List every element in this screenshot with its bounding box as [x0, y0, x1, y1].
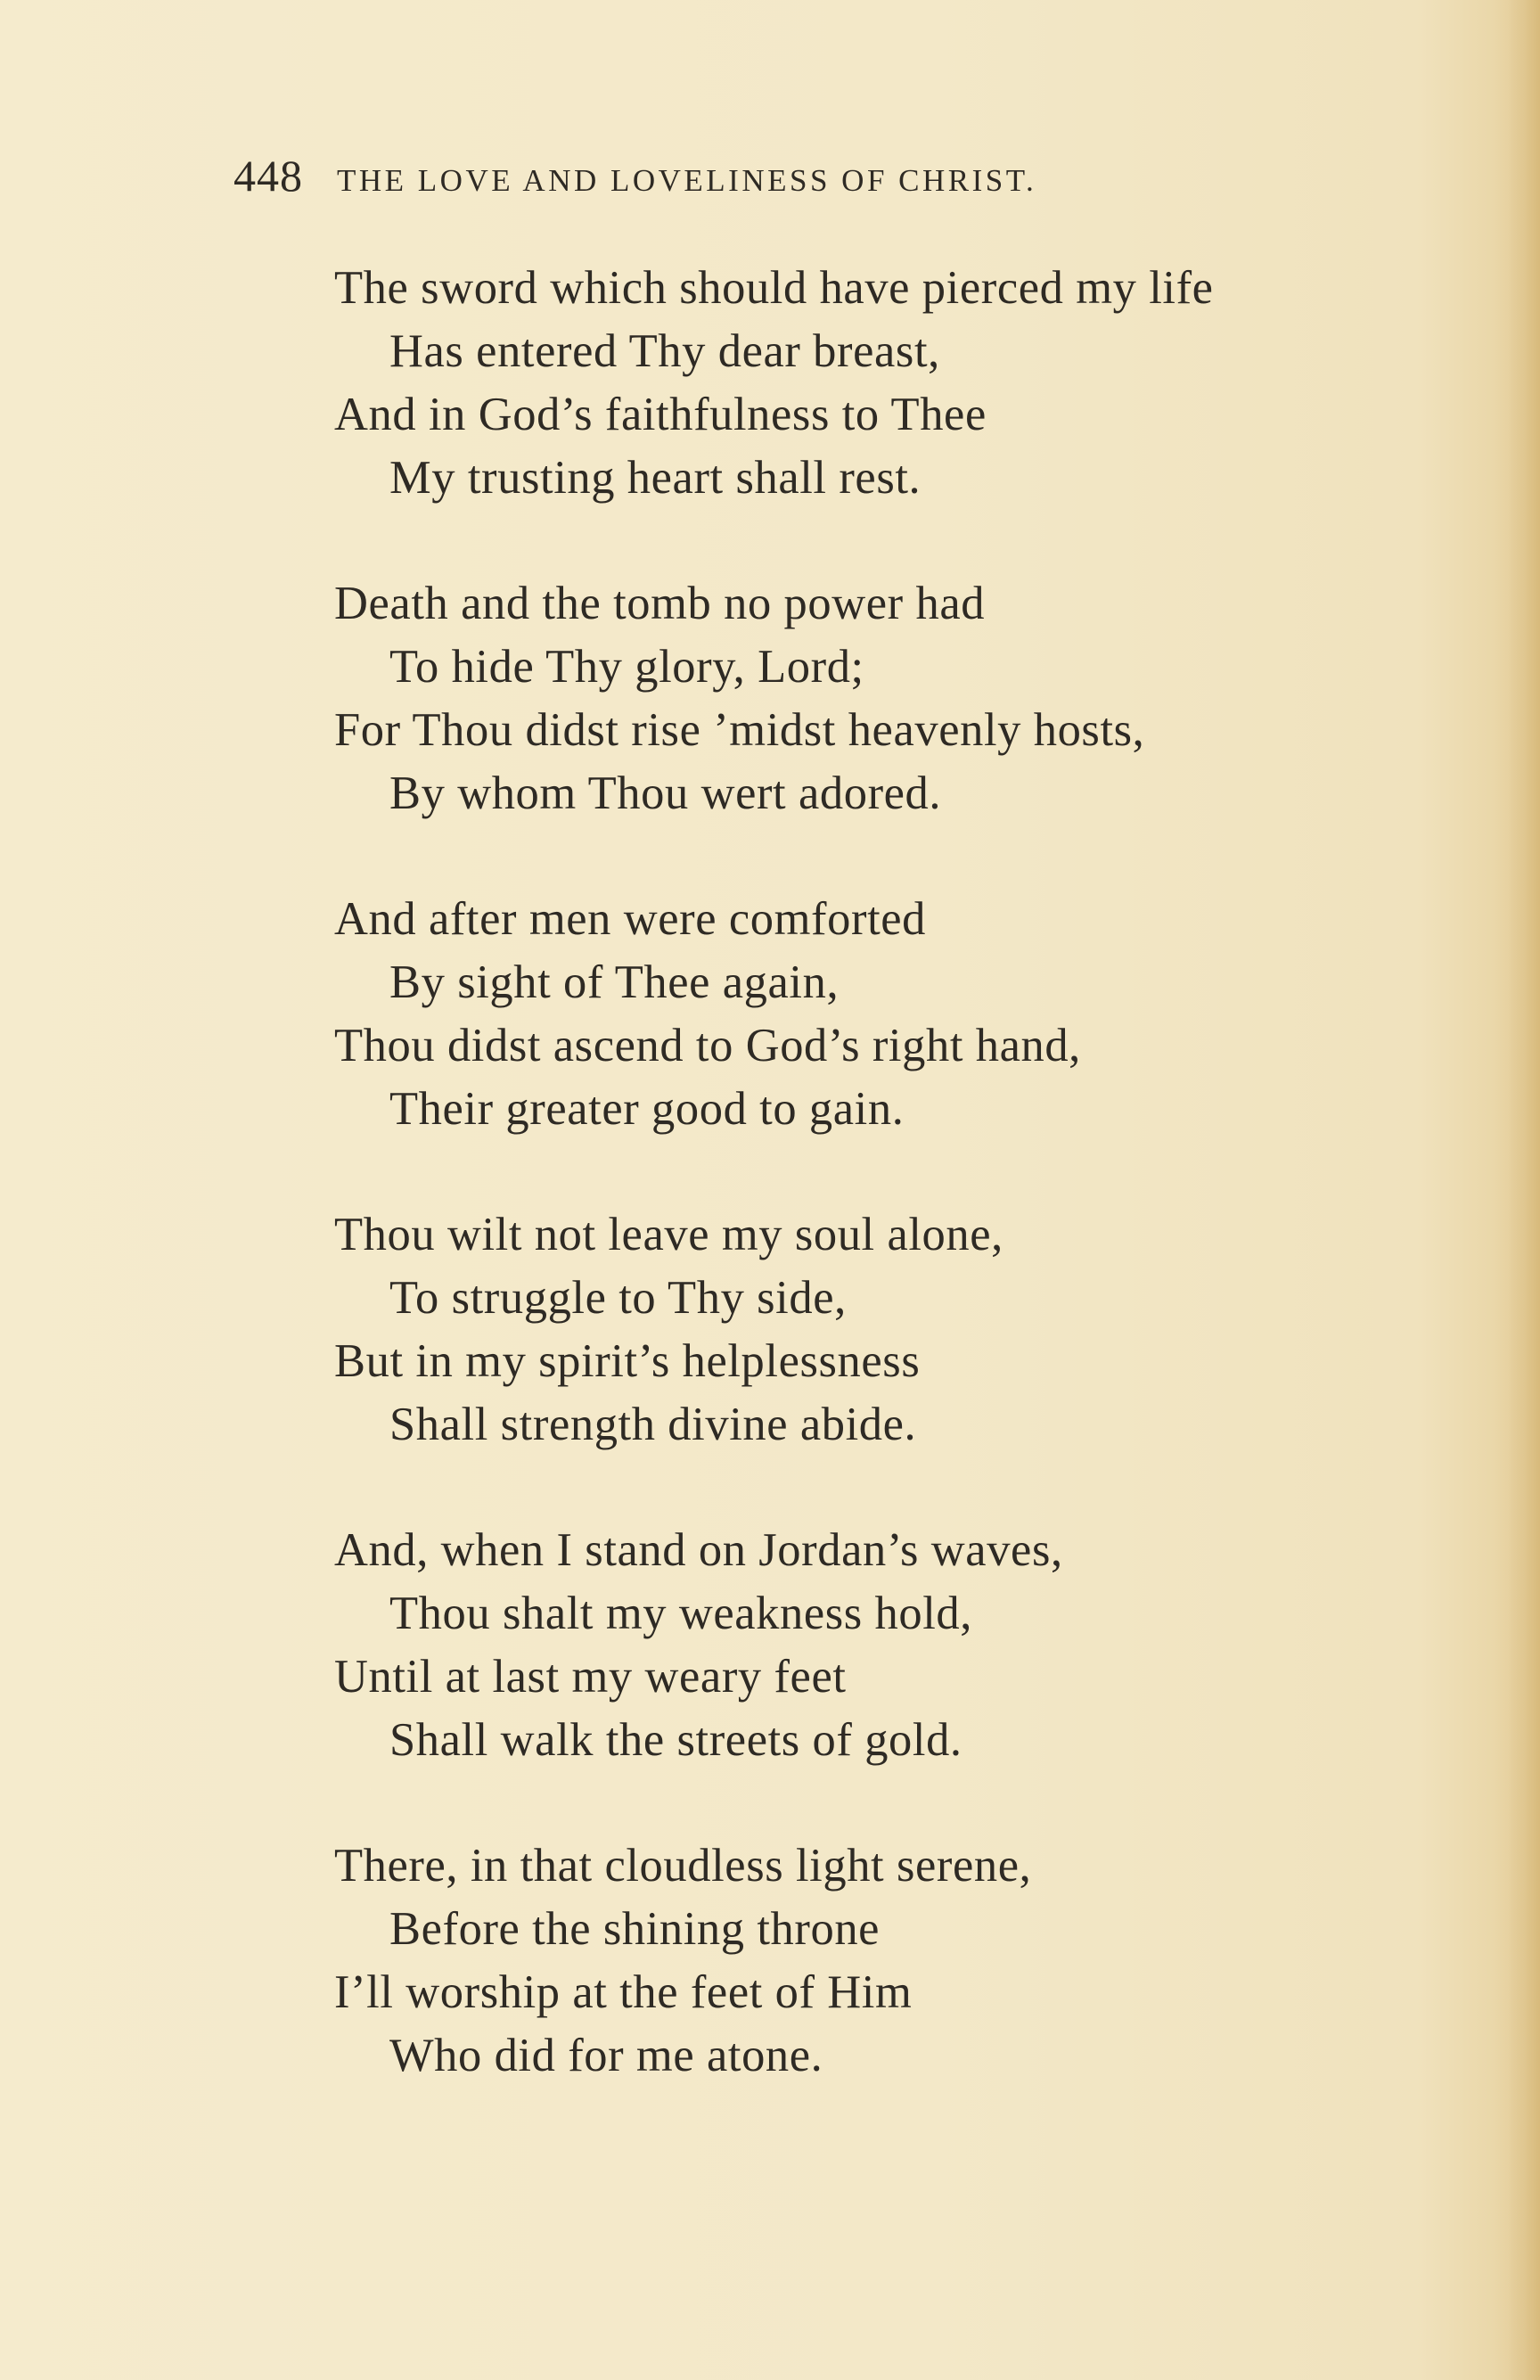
poem-line: By whom Thou wert adored.	[389, 767, 942, 819]
poem-line: Shall walk the streets of gold.	[389, 1714, 962, 1766]
poem-line: By sight of Thee again,	[389, 956, 840, 1008]
poem-line: Has entered Thy dear breast,	[389, 325, 940, 377]
poem-line: To hide Thy glory, Lord;	[389, 641, 864, 693]
poem	[334, 257, 1448, 2150]
poem-line: Shall strength divine abide.	[389, 1399, 917, 1450]
poem-line: Thou didst ascend to God’s right hand,	[334, 1020, 1081, 1071]
page-header	[233, 150, 1348, 212]
poem-line: To struggle to Thy side,	[389, 1272, 847, 1324]
poem-line: Before the shining throne	[389, 1903, 881, 1955]
poem-line: I’ll worship at the feet of Him	[334, 1966, 913, 2018]
poem-line: My trusting heart shall rest.	[389, 452, 922, 504]
stanza	[334, 1203, 1448, 1457]
poem-line: There, in that cloudless light serene,	[334, 1840, 1032, 1892]
poem-line: But in my spirit’s helplessness	[334, 1335, 921, 1387]
poem-line: The sword which should have pierced my life	[334, 262, 1214, 314]
poem-line: For Thou didst rise ’midst heavenly hosts,	[334, 704, 1145, 756]
poem-line: Thou shalt my weakness hold,	[389, 1588, 973, 1639]
poem-line: Death and the tomb no power had	[334, 578, 986, 629]
stanza	[334, 888, 1448, 1141]
stanza	[334, 1834, 1448, 2088]
stanza	[334, 572, 1448, 825]
page-number: 448	[233, 151, 303, 201]
stanza	[334, 257, 1448, 510]
poem-line: And after men were comforted	[334, 893, 927, 945]
poem-line: And in God’s faithfulness to Thee	[334, 389, 987, 440]
poem-line: Who did for me atone.	[389, 2030, 823, 2081]
poem-line: Thou wilt not leave my soul alone,	[334, 1209, 1003, 1260]
stanza	[334, 1519, 1448, 1772]
poem-line: Until at last my weary feet	[334, 1651, 847, 1703]
poem-line: Their greater good to gain.	[389, 1083, 905, 1135]
running-title: THE LOVE AND LOVELINESS OF CHRIST.	[337, 163, 1037, 198]
page-edge	[1508, 0, 1540, 2380]
poem-line: And, when I stand on Jordan’s waves,	[334, 1524, 1063, 1576]
